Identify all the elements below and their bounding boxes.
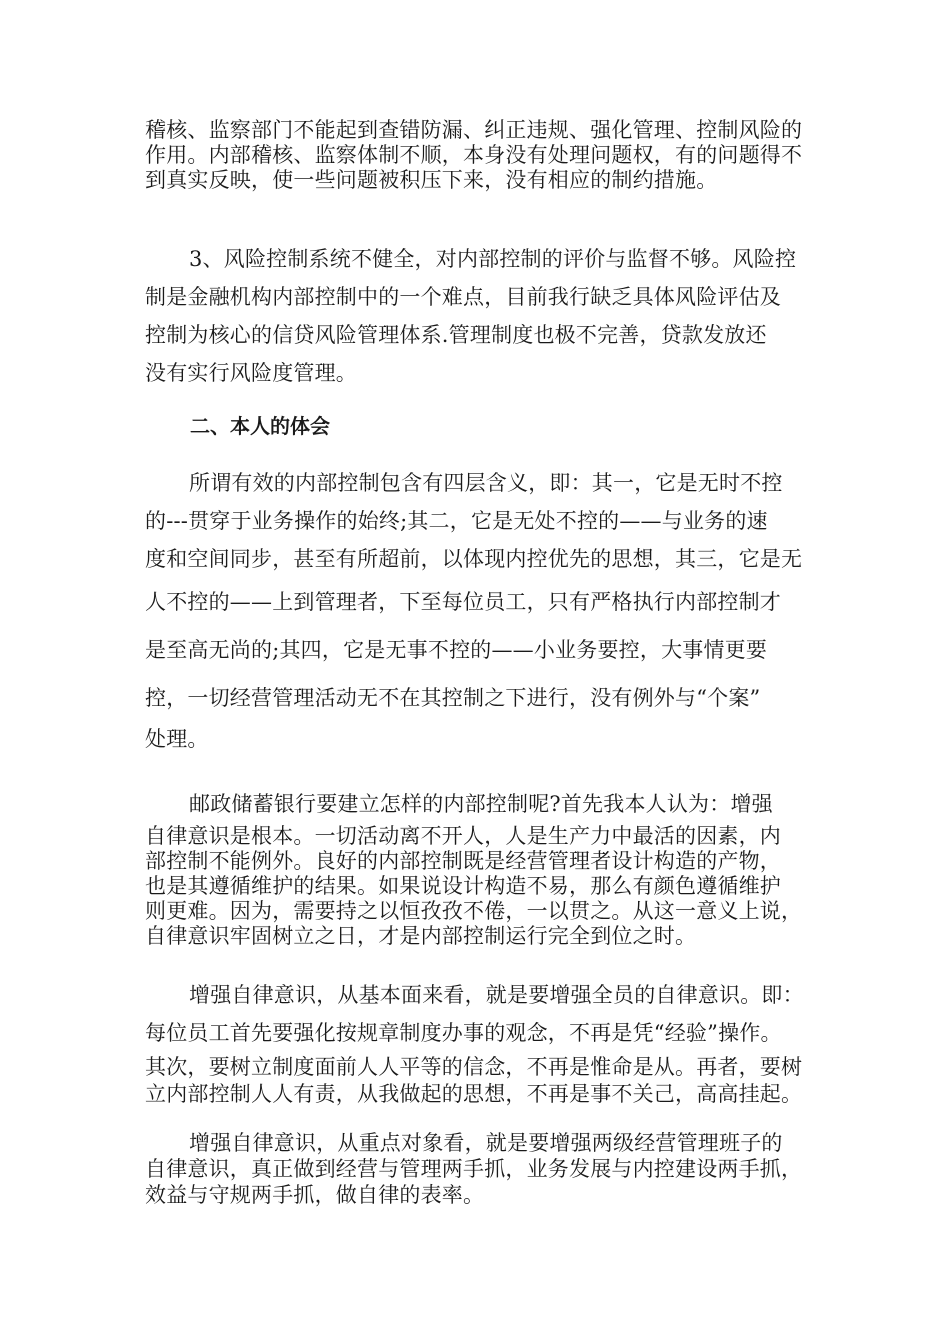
paragraph-6-line-1: 增强自律意识，从重点对象看，就是要增强两级经营管理班子的 xyxy=(189,1131,783,1155)
paragraph-5-line-3: 其次，要树立制度面前人人平等的信念，不再是惟命是从。再者，要树 xyxy=(145,1055,803,1079)
paragraph-3-line-6: 控，一切经营管理活动无不在其控制之下进行，没有例外与“个案” xyxy=(145,686,761,710)
paragraph-4-line-4: 也是其遵循维护的结果。如果说设计构造不易，那么有颜色遵循维护 xyxy=(145,874,781,898)
section-heading: 二、本人的体会 xyxy=(190,414,330,438)
paragraph-1-line-2: 作用。内部稽核、监察体制不顺，本身没有处理问题权，有的问题得不 xyxy=(145,143,803,167)
paragraph-4-line-6: 自律意识牢固树立之日，才是内部控制运行完全到位之时。 xyxy=(145,924,697,948)
paragraph-2-line-2: 制是金融机构内部控制中的一个难点，目前我行缺乏具体风险评估及 xyxy=(145,285,781,309)
paragraph-1 xyxy=(145,118,810,193)
paragraph-6 xyxy=(145,1130,810,1208)
paragraph-2-line-3: 控制为核心的信贷风险管理体系.管理制度也极不完善，贷款发放还 xyxy=(145,323,767,347)
paragraph-3-line-4: 人不控的——上到管理者，下至每位员工，只有严格执行内部控制才 xyxy=(145,590,781,614)
paragraph-4-line-2: 自律意识是根本。一切活动离不开人，人是生产力中最活的因素，内 xyxy=(145,824,781,848)
paragraph-3 xyxy=(145,464,810,756)
paragraph-5 xyxy=(145,976,810,1107)
paragraph-1-line-1: 稽核、监察部门不能起到查错防漏、纠正违规、强化管理、控制风险的 xyxy=(145,118,803,142)
paragraph-6-line-2: 自律意识，真正做到经营与管理两手抓，业务发展与内控建设两手抓， xyxy=(145,1157,803,1181)
paragraph-4-line-3: 部控制不能例外。良好的内部控制既是经营管理者设计构造的产物， xyxy=(145,849,781,873)
paragraph-3-line-5: 是至高无尚的;其四，它是无事不控的——小业务要控，大事情更要 xyxy=(145,638,768,662)
paragraph-6-line-3: 效益与守规两手抓，做自律的表率。 xyxy=(145,1183,485,1207)
paragraph-3-line-1: 所谓有效的内部控制包含有四层含义，即：其一，它是无时不控 xyxy=(189,471,783,495)
paragraph-3-line-3: 度和空间同步，甚至有所超前，以体现内控优先的思想，其三，它是无 xyxy=(145,547,803,571)
paragraph-1-line-3: 到真实反映，使一些问题被积压下来，没有相应的制约措施。 xyxy=(145,168,718,192)
paragraph-5-line-2: 每位员工首先要强化按规章制度办事的观念，不再是凭“经验”操作。 xyxy=(145,1021,782,1045)
paragraph-5-line-1: 增强自律意识，从基本面来看，就是要增强全员的自律意识。即： xyxy=(189,983,804,1007)
paragraph-4-line-1: 邮政储蓄银行要建立怎样的内部控制呢?首先我本人认为：增强 xyxy=(189,792,773,816)
paragraph-5-line-4: 立内部控制人人有责，从我做起的思想，不再是事不关己，高高挂起。 xyxy=(145,1082,803,1106)
paragraph-4-line-5: 则更难。因为，需要持之以恒孜孜不倦，一以贯之。从这一意义上说， xyxy=(145,899,803,923)
paragraph-2-line-1: 3、风险控制系统不健全，对内部控制的评价与监督不够。风险控 xyxy=(189,247,797,271)
paragraph-4 xyxy=(145,784,810,949)
paragraph-3-line-7: 处理。 xyxy=(145,727,209,751)
paragraph-2-line-4: 没有实行风险度管理。 xyxy=(145,361,357,385)
paragraph-2 xyxy=(145,240,810,392)
paragraph-3-line-2: 的---贯穿于业务操作的始终;其二，它是无处不控的——与业务的速 xyxy=(145,509,768,533)
